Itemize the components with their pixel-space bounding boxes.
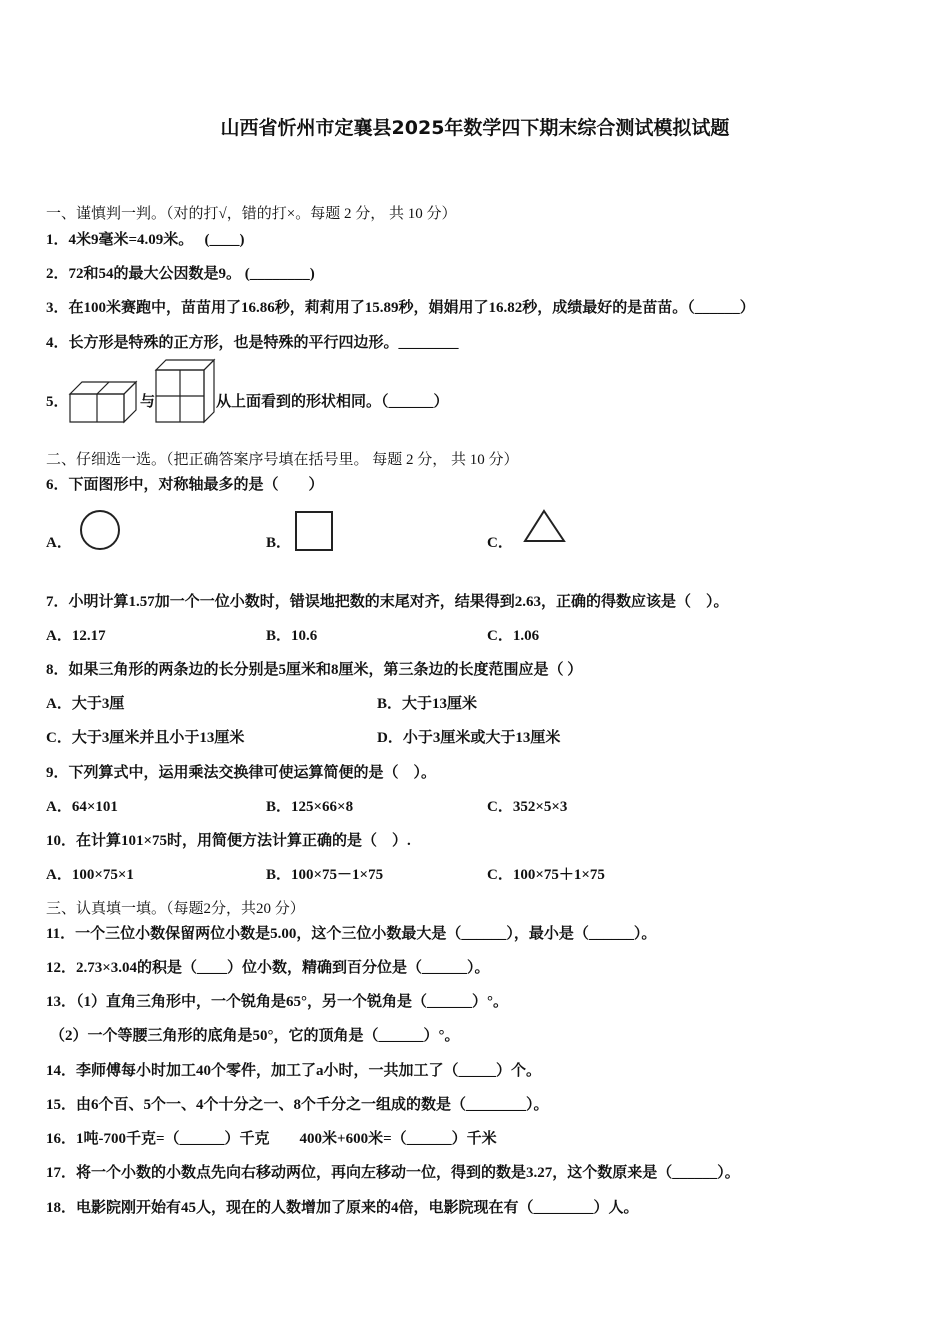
question-12: 12．2.73×3.04的积是（____）位小数，精确到百分位是（______）。 bbox=[46, 960, 490, 976]
section1-heading: 一、谨慎判一判。（对的打√，错的打×。每题 2 分， 共 10 分） bbox=[46, 206, 457, 222]
question-13-part1: 13．（1）直角三角形中，一个锐角是65°，另一个锐角是（______）°。 bbox=[46, 994, 508, 1010]
question-14: 14．李师傅每小时加工40个零件，加工了a小时，一共加工了（_____）个。 bbox=[46, 1063, 542, 1079]
question-5-number: 5． bbox=[46, 394, 69, 410]
question-5-connector: 与 bbox=[140, 394, 156, 410]
q8-option-b: B．大于13厘米 bbox=[377, 696, 478, 712]
question-2: 2．72和54的最大公因数是9。 (________) bbox=[46, 266, 315, 282]
q6-option-b-label: B． bbox=[266, 535, 292, 551]
q9-option-c: C．352×5×3 bbox=[487, 799, 568, 815]
q6-option-a-label: A． bbox=[46, 535, 72, 551]
q7-option-b: B．10.6 bbox=[266, 628, 318, 644]
question-13-part2: （2）一个等腰三角形的底角是50°，它的顶角是（______）°。 bbox=[50, 1028, 460, 1044]
question-7: 7．小明计算1.57加一个一位小数时，错误地把数的末尾对齐，结果得到2.63，正确的得数应该是（ ）。 bbox=[46, 594, 729, 610]
q8-option-c: C．大于3厘米并且小于13厘米 bbox=[46, 730, 245, 746]
question-1: 1．4米9毫米=4.09米。 (____) bbox=[46, 232, 245, 248]
square-shape bbox=[294, 510, 336, 552]
page-title: 山西省忻州市定襄县2025年数学四下期末综合测试模拟试题 bbox=[220, 117, 730, 139]
q7-option-a: A．12.17 bbox=[46, 628, 106, 644]
question-4: 4．长方形是特殊的正方形，也是特殊的平行四边形。________ bbox=[46, 335, 459, 351]
q8-option-d: D．小于3厘米或大于13厘米 bbox=[377, 730, 561, 746]
question-11: 11．一个三位小数保留两位小数是5.00，这个三位小数最大是（______），最小是（______）。 bbox=[46, 926, 657, 942]
q6-option-c-label: C． bbox=[487, 535, 513, 551]
question-15: 15．由6个百、5个一、4个十分之一、8个千分之一组成的数是（________）。 bbox=[46, 1097, 549, 1113]
q9-option-a: A．64×101 bbox=[46, 799, 118, 815]
question-8: 8．如果三角形的两条边的长分别是5厘米和8厘米，第三条边的长度范围应是（ ） bbox=[46, 662, 583, 678]
question-3: 3．在100米赛跑中，苗苗用了16.86秒，莉莉用了15.89秒，娟娟用了16.82秒，成绩最好的是苗苗。（______） bbox=[46, 300, 755, 316]
question-9: 9．下列算式中，运用乘法交换律可使运算简便的是（ ）。 bbox=[46, 765, 437, 781]
question-18: 18．电影院刚开始有45人，现在的人数增加了原来的4倍，电影院现在有（________）人。 bbox=[46, 1200, 639, 1216]
cube-stack-figure bbox=[154, 358, 218, 424]
q7-option-c: C．1.06 bbox=[487, 628, 540, 644]
cuboid-two-cubes-figure bbox=[68, 378, 140, 424]
q9-option-b: B．125×66×8 bbox=[266, 799, 354, 815]
question-16: 16．1吨-700千克=（______）千克 400米+600米=（______）千米 bbox=[46, 1131, 497, 1147]
question-5-text: 从上面看到的形状相同。（______） bbox=[216, 394, 449, 410]
q10-option-a: A．100×75×1 bbox=[46, 867, 134, 883]
question-17: 17．将一个小数的小数点先向右移动两位，再向左移动一位，得到的数是3.27，这个数原来是（______）。 bbox=[46, 1165, 740, 1181]
triangle-shape bbox=[522, 508, 568, 546]
q8-option-a: A．大于3厘 bbox=[46, 696, 125, 712]
q10-option-b: B．100×75－1×75 bbox=[266, 867, 384, 883]
question-6: 6．下面图形中，对称轴最多的是（ ） bbox=[46, 477, 324, 493]
q10-option-c: C．100×75＋1×75 bbox=[487, 867, 605, 883]
section3-heading: 三、认真填一填。（每题2分，共20 分） bbox=[46, 901, 305, 917]
circle-shape bbox=[78, 508, 122, 552]
section2-heading: 二、仔细选一选。（把正确答案序号填在括号里。 每题 2 分， 共 10 分） bbox=[46, 452, 519, 468]
question-10: 10．在计算101×75时，用简便方法计算正确的是（ ）. bbox=[46, 833, 411, 849]
